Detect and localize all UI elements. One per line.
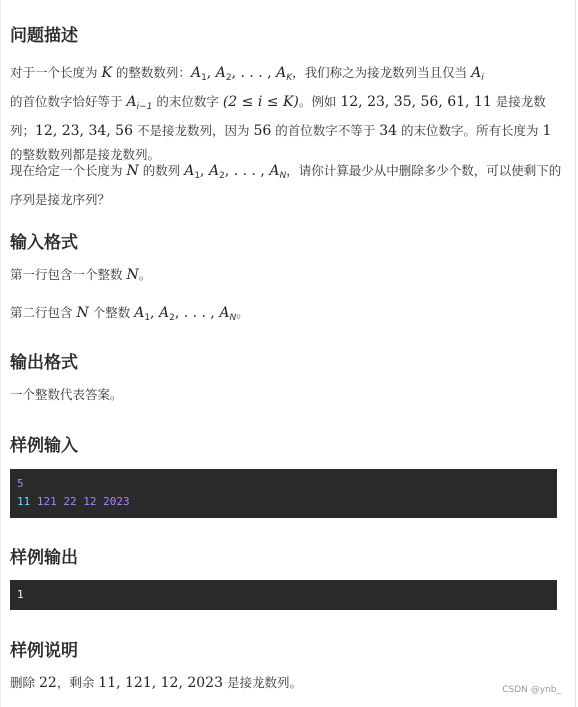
sample-input-line-1: 5 [17, 477, 24, 490]
sample-input-number: 11 [17, 495, 31, 508]
explanation-text: 删除 22，剩余 11, 121, 12, 2023 是接龙数列。 [10, 675, 302, 691]
problem-heading: 问题描述 [10, 26, 78, 45]
problem-paragraph-2: 现在给定一个长度为 N 的数列 $A_1$, $A_2$, . . . , $A_N$，请你计算最少从中删除多少个数，可以使剩下的序列是接龙序列？ [10, 163, 562, 207]
sample-input-number: 2023 [96, 495, 130, 508]
problem-paragraph-1: 对于一个长度为 K 的整数数列：$A_1$, $A_2$, . . . , $A_K$，我们称之为接龙数列当且仅当 $A_i$ 的首位数字恰好等于 $A_{i-1}$ 的末位数字 (2 ≤ i ≤ K)。例如 12, 23, 35, 56, 61, 11 是接龙数列；12, 23, 34, 56 不是接龙数列，因为 56 的首位数字不等于 34 的末位数字。所有长度为 1 的整数数列都是接龙数列。 [10, 65, 552, 162]
sample-input-number: 12 [76, 495, 97, 508]
output-format-text: 一个整数代表答案。 [10, 387, 123, 402]
sample-input-number: 22 [56, 495, 77, 508]
csdn-watermark: CSDN @ynb_ [502, 685, 561, 695]
sample-output-line-1: 1 [17, 588, 24, 601]
input-format-line-2: 第二行包含 N 个整数 $A_1$, $A_2$, . . . , $A_N$。 [10, 305, 249, 323]
sample-output-code-block [10, 580, 557, 610]
sample-input-code-block [10, 469, 557, 518]
sample-output-heading: 样例输出 [10, 548, 78, 567]
sample-input-heading: 样例输入 [10, 436, 78, 455]
output-format-heading: 输出格式 [10, 353, 78, 372]
sample-input-number: 121 [30, 495, 57, 508]
input-format-line-1: 第一行包含一个整数 N。 [10, 267, 152, 283]
input-format-heading: 输入格式 [10, 233, 78, 252]
sample-input-line-2 [17, 493, 550, 511]
explanation-heading: 样例说明 [10, 641, 78, 660]
